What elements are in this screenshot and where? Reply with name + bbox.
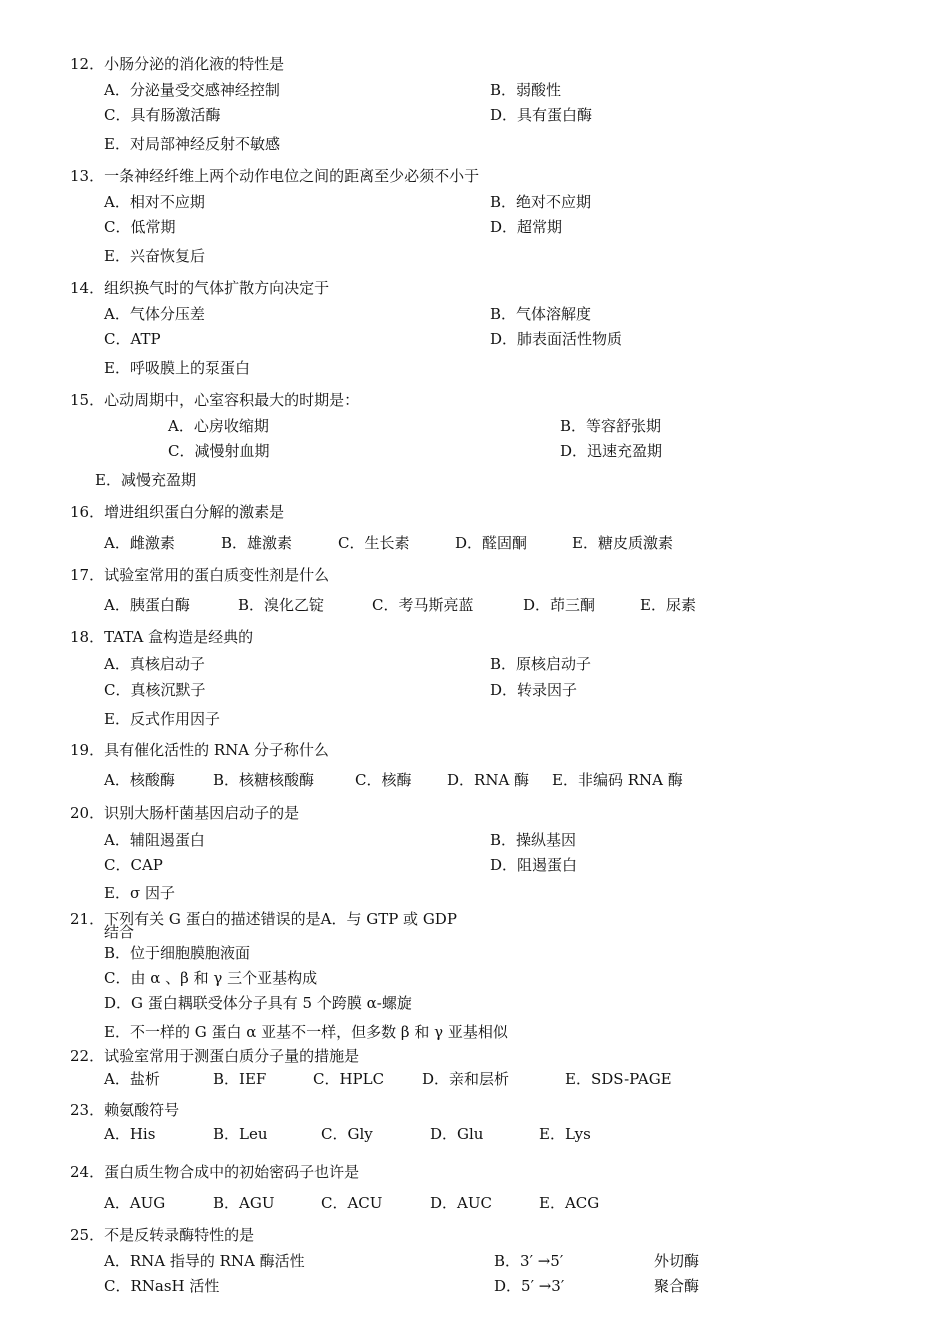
q19-option-b: B．核糖核酸酶: [213, 771, 315, 789]
q24-option-d: D．AUC: [430, 1194, 492, 1212]
question-19-stem: 19．具有催化活性的 RNA 分子称什么: [70, 741, 329, 759]
q14-option-a: A．气体分压差: [104, 305, 205, 323]
q21-option-e: E．不一样的 G 蛋白 α 亚基不一样，但多数 β 和 γ 亚基相似: [104, 1023, 508, 1041]
q14-option-e: E．呼吸膜上的泵蛋白: [104, 359, 250, 377]
q25-option-b: B．3′ →5′: [494, 1252, 564, 1270]
q14-option-d: D．肺表面活性物质: [490, 330, 623, 348]
question-24-stem: 24．蛋白质生物合成中的初始密码子也许是: [70, 1163, 360, 1181]
q13-option-a: A．相对不应期: [104, 193, 205, 211]
q12-option-a: A．分泌量受交感神经控制: [104, 81, 280, 99]
q20-option-a: A．辅阻遏蛋白: [104, 831, 205, 849]
question-18-stem: 18．TATA 盒构造是经典的: [70, 628, 254, 646]
question-12-stem: 12．小肠分泌的消化液的特性是: [70, 55, 285, 73]
q24-option-e: E．ACG: [539, 1194, 600, 1212]
q18-option-d: D．转录因子: [490, 681, 578, 699]
q18-option-c: C．真核沉默子: [104, 681, 206, 699]
q17-option-b: B．溴化乙锭: [238, 596, 325, 614]
q14-option-c: C．ATP: [104, 330, 161, 348]
q12-option-d: D．具有蛋白酶: [490, 106, 593, 124]
q13-option-e: E．兴奋恢复后: [104, 247, 205, 265]
q17-option-c: C．考马斯亮蓝: [372, 596, 474, 614]
question-23-stem: 23．赖氨酸符号: [70, 1101, 180, 1119]
question-21-stem: 21．下列有关 G 蛋白的描述错误的是A．与 GTP 或 GDP: [70, 910, 457, 928]
q12-option-c: C．具有肠激活酶: [104, 106, 221, 124]
question-22-stem: 22．试验室常用于测蛋白质分子量的措施是: [70, 1047, 360, 1065]
q19-option-c: C．核酶: [355, 771, 412, 789]
q20-option-b: B．操纵基因: [490, 831, 577, 849]
q15-option-c: C．减慢射血期: [168, 442, 270, 460]
q23-option-e: E．Lys: [539, 1125, 591, 1143]
q24-option-a: A．AUG: [104, 1194, 166, 1212]
q15-option-d: D．迅速充盈期: [560, 442, 663, 460]
q13-option-c: C．低常期: [104, 218, 176, 236]
question-14-stem: 14．组织换气时的气体扩散方向决定于: [70, 279, 330, 297]
q18-option-e: E．反式作用因子: [104, 710, 220, 728]
q15-option-e: E．减慢充盈期: [95, 471, 196, 489]
q22-option-d: D．亲和层析: [422, 1070, 510, 1088]
q25-option-d-suffix: 聚合酶: [654, 1277, 700, 1295]
q17-option-d: D．茚三酮: [523, 596, 596, 614]
q12-option-b: B．弱酸性: [490, 81, 562, 99]
q14-option-b: B．气体溶解度: [490, 305, 592, 323]
q23-option-d: D．Glu: [430, 1125, 484, 1143]
q20-option-e: E．σ 因子: [104, 884, 175, 902]
question-20-stem: 20．识别大肠杆菌基因启动子的是: [70, 804, 300, 822]
q19-option-e: E．非编码 RNA 酶: [552, 771, 683, 789]
q19-option-a: A．核酸酶: [104, 771, 175, 789]
question-15-stem: 15．心动周期中，心室容积最大的时期是：: [70, 391, 360, 409]
q23-option-b: B．Leu: [213, 1125, 268, 1143]
q24-option-c: C．ACU: [321, 1194, 383, 1212]
q23-option-a: A．His: [104, 1125, 156, 1143]
q16-option-d: D．醛固酮: [455, 534, 528, 552]
q25-option-c: C．RNasH 活性: [104, 1277, 220, 1295]
q25-option-a: A．RNA 指导的 RNA 酶活性: [104, 1252, 305, 1270]
q16-option-e: E．糖皮质激素: [572, 534, 673, 552]
q20-option-c: C．CAP: [104, 856, 163, 874]
question-13-stem: 13．一条神经纤维上两个动作电位之间的距离至少必须不小于: [70, 167, 480, 185]
q24-option-b: B．AGU: [213, 1194, 275, 1212]
question-17-stem: 17．试验室常用的蛋白质变性剂是什么: [70, 566, 330, 584]
q13-option-d: D．超常期: [490, 218, 563, 236]
q15-option-b: B．等容舒张期: [560, 417, 662, 435]
q18-option-a: A．真核启动子: [104, 655, 205, 673]
q17-option-a: A．胰蛋白酶: [104, 596, 190, 614]
q16-option-b: B．雄激素: [221, 534, 293, 552]
question-21-stem-continued: 结合: [104, 923, 135, 941]
q22-option-a: A．盐析: [104, 1070, 160, 1088]
q20-option-d: D．阻遏蛋白: [490, 856, 578, 874]
q17-option-e: E．尿素: [640, 596, 696, 614]
q25-option-d: D．5′ →3′: [494, 1277, 565, 1295]
q21-option-b: B．位于细胞膜胞液面: [104, 944, 251, 962]
q12-option-e: E．对局部神经反射不敏感: [104, 135, 280, 153]
q25-option-b-suffix: 外切酶: [654, 1252, 700, 1270]
q22-option-b: B．IEF: [213, 1070, 267, 1088]
q16-option-a: A．雌激素: [104, 534, 175, 552]
question-16-stem: 16．增进组织蛋白分解的激素是: [70, 503, 285, 521]
question-25-stem: 25．不是反转录酶特性的是: [70, 1226, 255, 1244]
q21-option-c: C．由 α 、β 和 γ 三个亚基构成: [104, 969, 318, 987]
q21-option-d: D．G 蛋白耦联受体分子具有 5 个跨膜 α-螺旋: [104, 994, 412, 1012]
q16-option-c: C．生长素: [338, 534, 410, 552]
q22-option-e: E．SDS-PAGE: [565, 1070, 672, 1088]
q15-option-a: A．心房收缩期: [168, 417, 269, 435]
q13-option-b: B．绝对不应期: [490, 193, 592, 211]
q19-option-d: D．RNA 酶: [447, 771, 530, 789]
q22-option-c: C．HPLC: [313, 1070, 385, 1088]
q23-option-c: C．Gly: [321, 1125, 373, 1143]
q18-option-b: B．原核启动子: [490, 655, 592, 673]
